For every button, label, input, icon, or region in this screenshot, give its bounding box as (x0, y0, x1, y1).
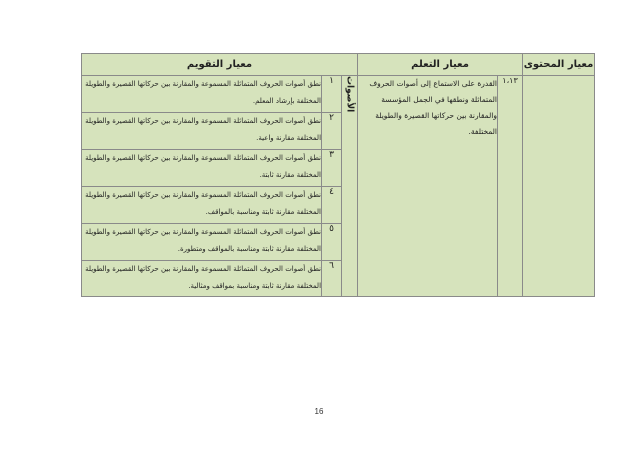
level-description: نطق أصوات الحروف المتماثلة المسموعة والمقارنة بين حركاتها القصيرة والطويلة المختلفة مقارنة ثابتة ومناسبة بالمواقف ومتطورة. (82, 224, 322, 261)
level-description: نطق أصوات الحروف المتماثلة المسموعة والمقارنة بين حركاتها القصيرة والطويلة المختلفة مقارنة ثابتة. (82, 150, 322, 187)
content-standard-header: معيار المحتوى (523, 54, 595, 76)
level-description: نطق أصوات الحروف المتماثلة المسموعة والمقارنة بين حركاتها القصيرة والطويلة المختلفة مقارنة ثابتة ومناسبة بمواقف ومثالية. (82, 261, 322, 297)
level-description: نطق أصوات الحروف المتماثلة المسموعة والمقارنة بين حركاتها القصيرة والطويلة المختلفة مقارنة ثابتة ومناسبة بالمواقف. (82, 187, 322, 224)
level-number: ١ (322, 76, 342, 113)
content-standard-cell (523, 76, 595, 297)
table-row (82, 76, 595, 113)
level-number: ٥ (322, 224, 342, 261)
standards-table (81, 53, 595, 297)
level-number: ٢ (322, 113, 342, 150)
assessment-standard-header: معيار التقويم (82, 54, 358, 76)
domain-label: الأصوات (344, 76, 355, 113)
level-number: ٤ (322, 187, 342, 224)
level-description: نطق أصوات الحروف المتماثلة المسموعة والمقارنة بين حركاتها القصيرة والطويلة المختلفة مقارنة واعية. (82, 113, 322, 150)
level-description: نطق أصوات الحروف المتماثلة المسموعة والمقارنة بين حركاتها القصيرة والطويلة المختلفة بإرشاد المعلم. (82, 76, 322, 113)
level-number: ٣ (322, 150, 342, 187)
header-row (82, 54, 595, 76)
learning-standard-header: معيار التعلم (358, 54, 523, 76)
standard-code: ١،١٣ (498, 76, 523, 297)
page-number: 16 (314, 407, 324, 416)
learning-outcome-text: القدرة على الاستماع إلى أصوات الحروف المتماثلة ونطقها في الجمل المؤسسة والمقارنة بين حركاتها القصيرة والطويلة المختلفة. (358, 76, 498, 297)
level-number: ٦ (322, 261, 342, 297)
domain-cell (342, 76, 358, 297)
